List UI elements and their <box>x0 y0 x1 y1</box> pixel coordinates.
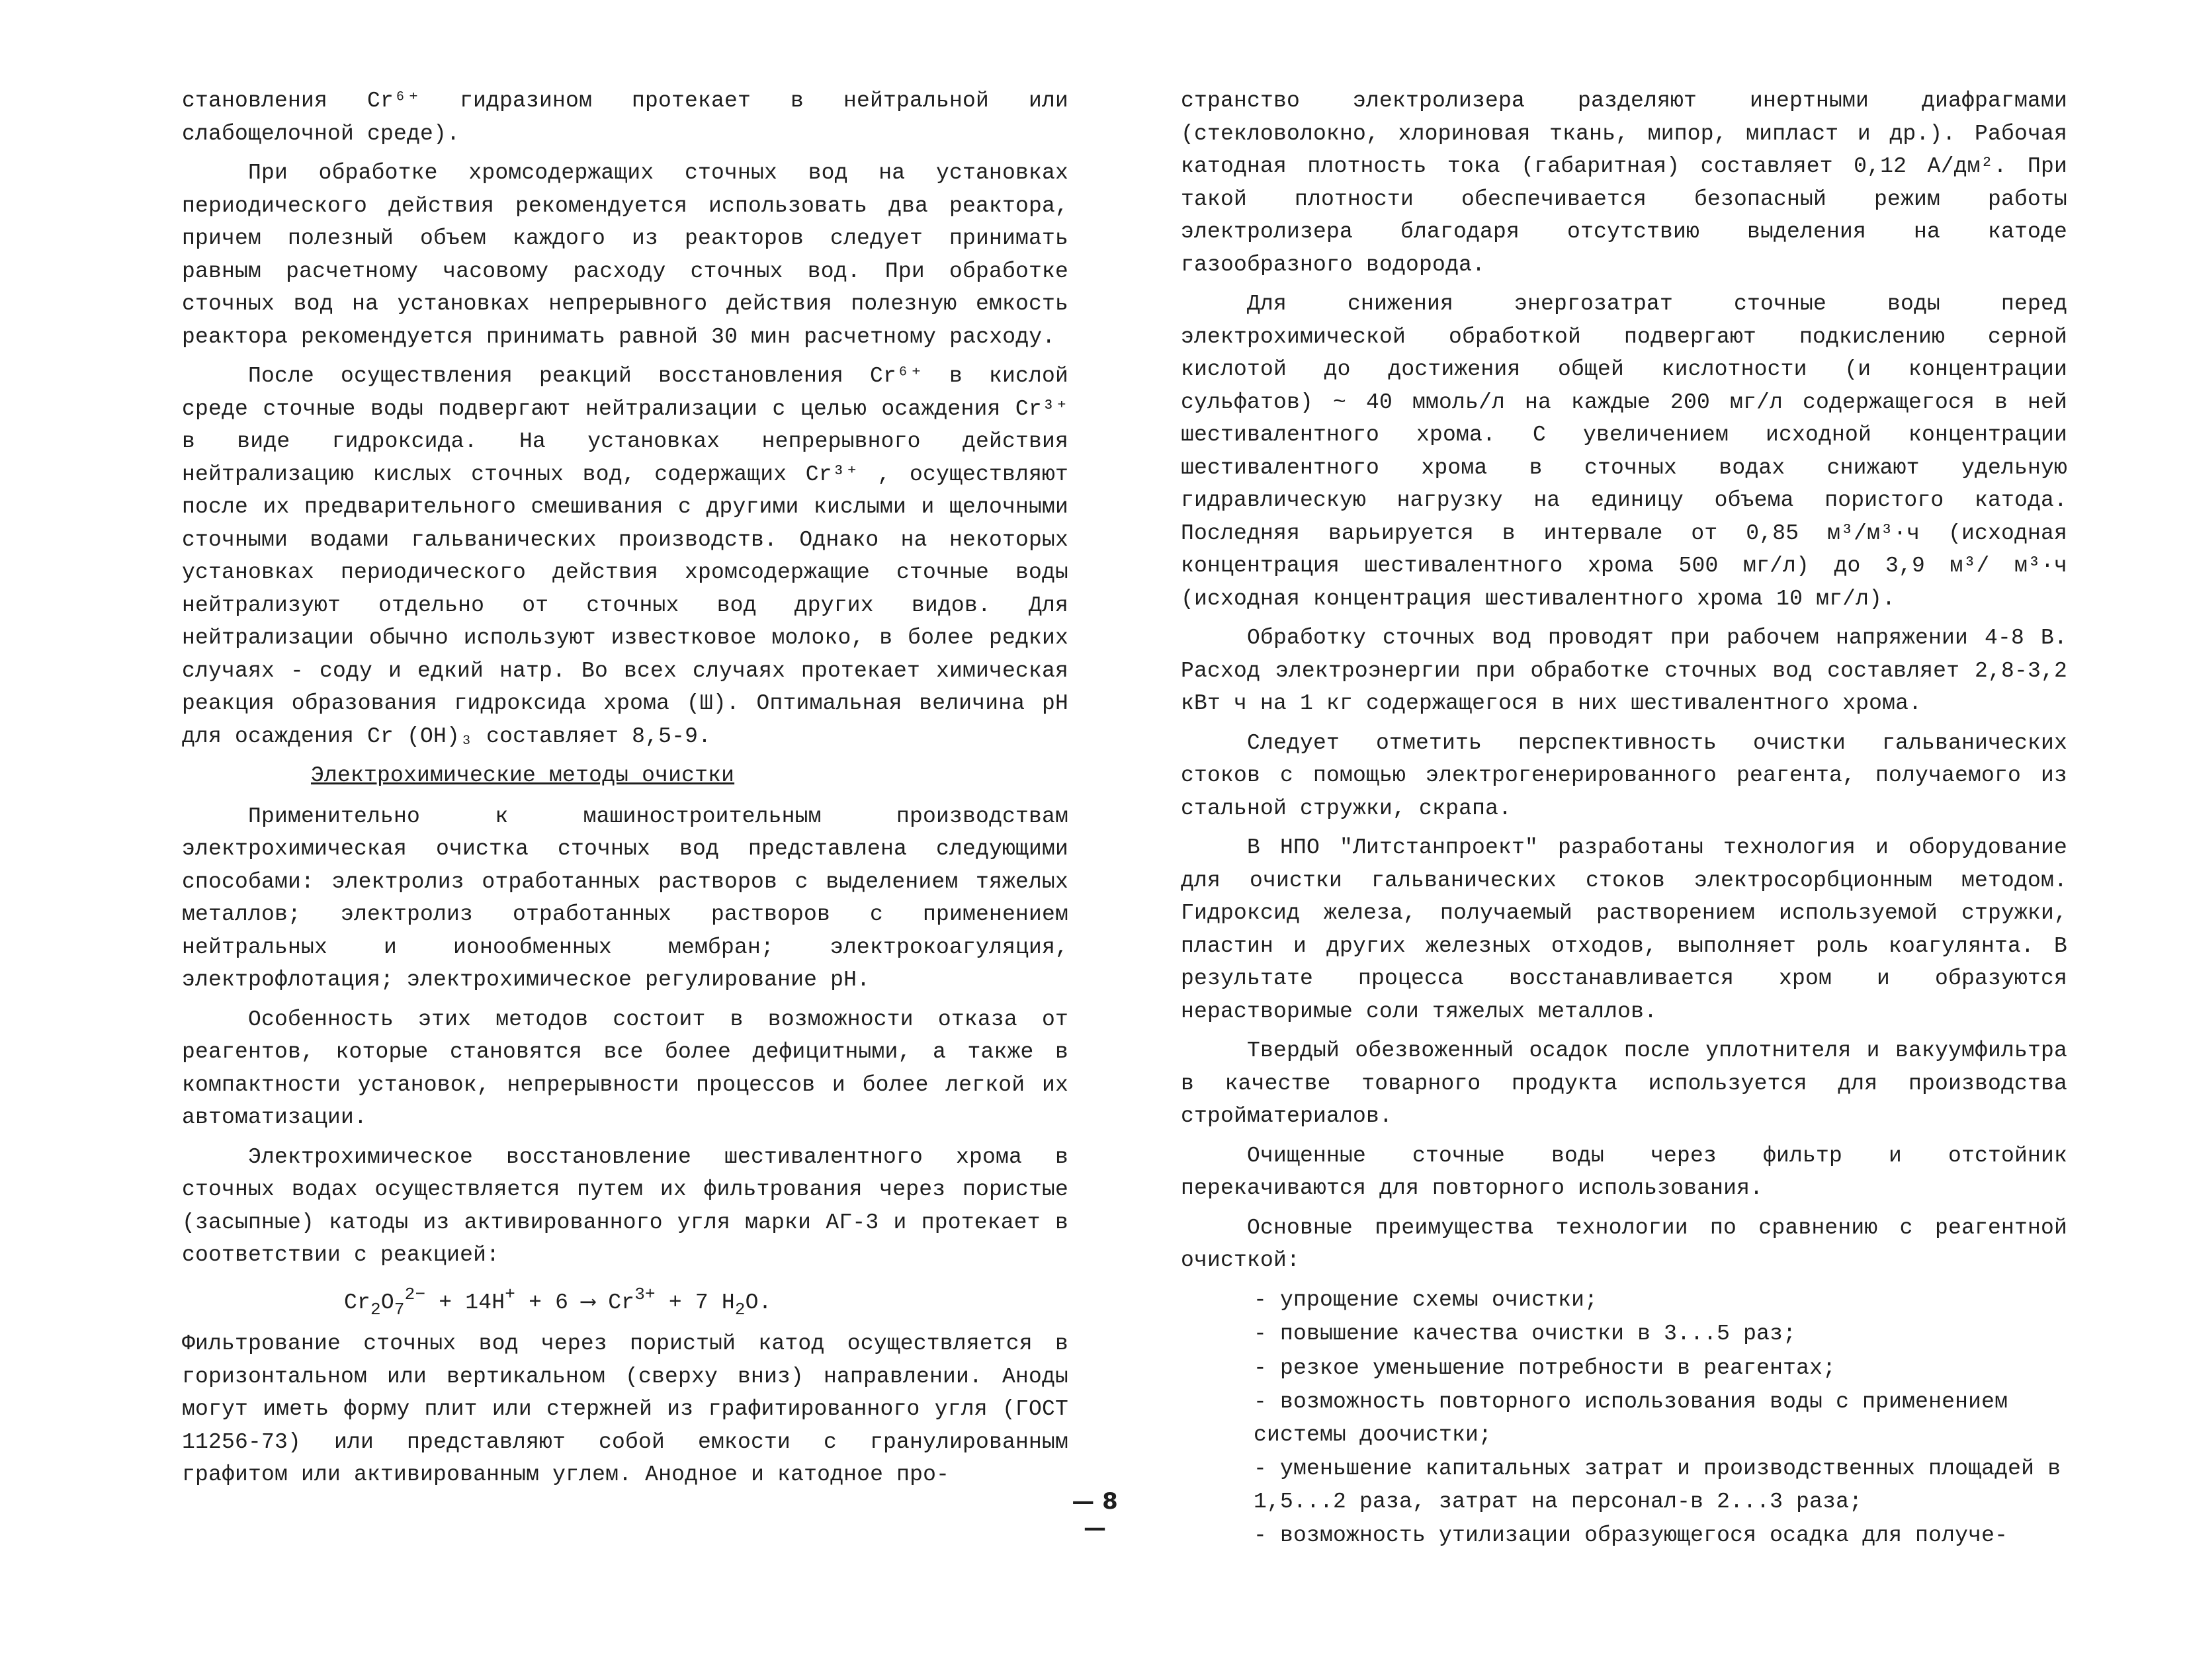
left-paragraph-4: Применительно к машиностроительным производствам электрохимическая очистка сточных вод представлена следующими способами: электролиз отработанных растворов с выделением тяжелых металлов; электролиз отработанных растворов с применением нейтральных и ионообменных мембран; электрокоагуляция, электрофлотация; электрохимическое регулирование pH. <box>182 804 1068 992</box>
left-paragraph-2: При обработке хромсодержащих сточных вод на установках периодического действия рекомендуется использовать два реактора, причем полезный объем каждого из реакторов следует принимать равным расчетному часовому расходу сточных вод. При обработке сточных вод на установках непрерывного действия полезную емкость реактора рекомендуется принимать равной 30 мин расчетному расходу. <box>182 161 1068 349</box>
list-item: - упрощение схемы очистки; <box>1254 1287 1598 1312</box>
list-item: - уменьшение капитальных затрат и производственных площадей в 1,5...2 раза, затрат на персонал-в 2...3 раза; <box>1254 1456 2061 1514</box>
right-paragraph-1: странство электролизера разделяют инертными диафрагмами (стекловолокно, хлориновая ткань, мипор, мипласт и др.). Рабочая катодная плотность тока (габаритная) составляет 0,12 А/дм². При такой плотности обеспечивается безопасный режим работы электролизера благодаря отсутствию выделения на катоде газообразного водорода. <box>1181 89 2067 277</box>
list-item: - повышение качества очистки в 3...5 раз; <box>1254 1322 1797 1346</box>
formula-superscript: 2− <box>404 1284 426 1304</box>
formula-part: Cr <box>344 1290 371 1315</box>
left-paragraph-1: становления Cr⁶⁺ гидразином протекает в нейтральной или слабощелочной среде). <box>182 89 1068 146</box>
right-column <box>1181 85 2067 1554</box>
formula-superscript: 3+ <box>634 1284 656 1304</box>
right-paragraph-2: Для снижения энергозатрат сточные воды перед электрохимической обработкой подвергают подкислению серной кислотой до достижения общей кислотности (и концентрации сульфатов) ~ 40 ммоль/л на каждые 200 мг/л содержащегося в ней шестивалентного хрома. С увеличением исходной концентрации шестивалентного хрома в сточных водах снижают удельную гидравлическую нагрузку на единицу объема пористого катода. Последняя варьируется в интервале от 0,85 м³/м³·ч (исходная концентрация шестивалентного хрома 500 мг/л) до 3,9 м³/ м³·ч (исходная концентрация шестивалентного хрома 10 мг/л). <box>1181 292 2067 611</box>
left-column <box>182 85 1068 1498</box>
right-paragraph-5: В НПО "Литстанпроект" разработаны технология и оборудование для очистки гальванических стоков электросорбционным методом. Гидроксид железа, получаемый растворением используемой стружки, пластин и других железных отходов, выполняет роль коагулянта. В результате процесса восстанавливается хром и образуются нерастворимые соли тяжелых металлов. <box>1181 835 2067 1024</box>
formula-part: + 6 ⟶ Cr <box>515 1290 635 1315</box>
left-paragraph-3: После осуществления реакций восстановления Cr⁶⁺ в кислой среде сточные воды подвергают нейтрализации с целью осаждения Cr³⁺ в виде гидроксида. На установках непрерывного действия нейтрализацию кислых сточных вод, содержащих Cr³⁺ , осуществляют после их предварительного смешивания с другими кислыми и щелочными сточными водами гальванических производств. Однако на некоторых установках периодического действия хромсодержащие сточные воды нейтрализуют отдельно от сточных вод других видов. Для нейтрализации обычно используют известковое молоко, в более редких случаях - соду и едкий натр. Во всех случаях протекает химическая реакция образования гидроксида хрома (Ш). Оптимальная величина pH для осаждения Cr (OH)₃ составляет 8,5-9. <box>182 364 1068 749</box>
formula-subscript: 2 <box>734 1299 746 1320</box>
formula-subscript: 2 <box>370 1299 381 1320</box>
formula-part: + 14H <box>425 1290 505 1315</box>
formula-superscript: + <box>505 1284 516 1304</box>
list-item: - резкое уменьшение потребности в реагентах; <box>1254 1355 1836 1380</box>
right-paragraph-6: Твердый обезвоженный осадок после уплотнителя и вакуумфильтра в качестве товарного продукта используется для производства стройматериалов. <box>1181 1038 2067 1128</box>
right-paragraph-7: Очищенные сточные воды через фильтр и отстойник перекачиваются для повторного использования. <box>1181 1143 2067 1200</box>
left-paragraph-5: Особенность этих методов состоит в возможности отказа от реагентов, которые становятся все более дефицитными, а также в компактности установок, непрерывности процессов и более легкой их автоматизации. <box>182 1007 1068 1130</box>
formula-part: + 7 H <box>655 1290 735 1315</box>
formula-subscript: 7 <box>394 1299 405 1320</box>
page-number: — 8 — <box>1072 1488 1118 1541</box>
formula-part: O. <box>745 1290 772 1315</box>
list-item: - возможность повторного использования воды с применением системы доочистки; <box>1254 1390 2008 1447</box>
formula-part: O <box>380 1290 394 1315</box>
reaction-formula <box>344 1279 1068 1327</box>
left-paragraph-6: Электрохимическое восстановление шестивалентного хрома в сточных водах осуществляется путем их фильтрования через пористые (засыпные) катоды из активированного угля марки АГ-3 и протекает в соответствии с реакцией: <box>182 1144 1068 1267</box>
right-paragraph-3: Обработку сточных вод проводят при рабочем напряжении 4-8 В. Расход электроэнергии при обработке сточных вод составляет 2,8-3,2 кВт ч на 1 кг содержащегося в них шестивалентного хрома. <box>1181 626 2067 716</box>
section-heading: Электрохимические методы очистки <box>311 763 735 788</box>
advantages-list <box>1254 1284 2067 1552</box>
right-paragraph-4: Следует отметить перспективность очистки гальванических стоков с помощью электрогенерированного реагента, получаемого из стальной стружки, скрапа. <box>1181 730 2067 821</box>
left-paragraph-7: Фильтрование сточных вод через пористый катод осуществляется в горизонтальном или вертикальном (сверху вниз) направлении. Аноды могут иметь форму плит или стержней из графитированного угля (ГОСТ 11256-73) или представляют собой емкости с гранулированным графитом или активированным углем. Анодное и катодное про- <box>182 1331 1068 1487</box>
right-paragraph-8: Основные преимущества технологии по сравнению с реагентной очисткой: <box>1181 1215 2067 1273</box>
list-item: - возможность утилизации образующегося осадка для получе- <box>1254 1523 2008 1548</box>
